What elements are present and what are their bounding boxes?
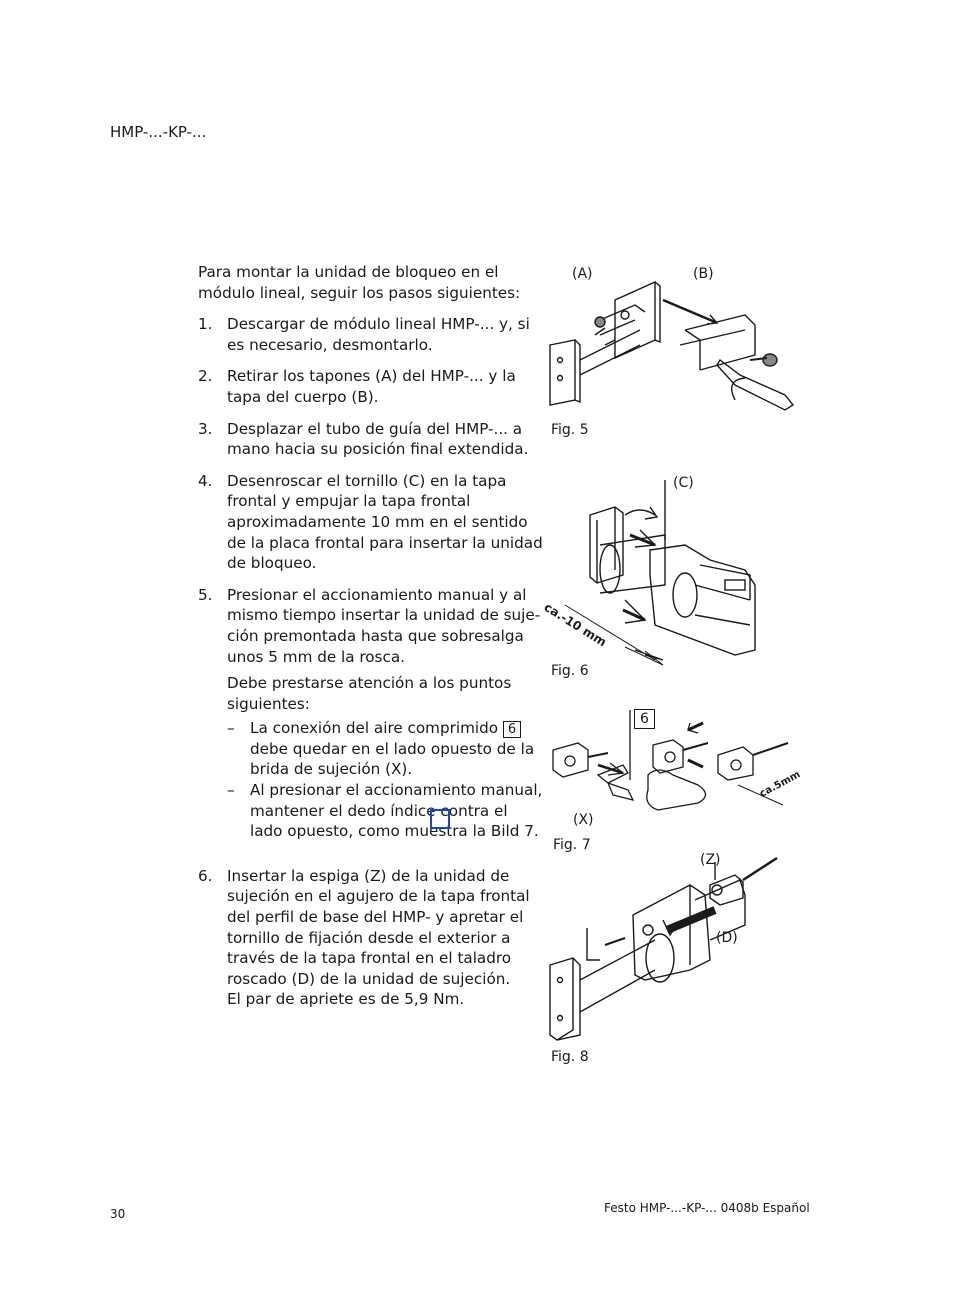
- note-text: Debe prestarse atención a los puntos siguientes:: [227, 674, 512, 713]
- note-list: [227, 718, 543, 842]
- page-header: HMP-...-KP-...: [110, 123, 207, 141]
- step-2: 2. Retirar los tapones (A) del HMP-... y la tapa del cuerpo (B).: [198, 367, 516, 406]
- fig7-label-port: 6: [634, 709, 655, 729]
- fig6-caption: Fig. 6: [551, 663, 589, 679]
- step-5: 5. Presionar el accionamiento manual y al mismo tiempo insertar la unidad de sujeción premontada hasta que sobresalga unos 5 mm de la rosca. Debe prestarse atención a los puntos siguientes: – La conexión del aire comprimido 6 debe quedar en el lado opuesto de la brida de sujeción (X). – Al presionar el accionamiento manual, mantener el dedo índice contra el lado opuesto, como muestra la Bild 7.: [198, 585, 543, 841]
- fig5-label-a: (A): [572, 266, 593, 282]
- step-4-text: Desenroscar el tornillo (C) en la tapa frontal y empujar la tapa frontal aproximadamente 10 mm en el sentido de la placa frontal para insertar la unidad de bloqueo.: [227, 471, 543, 573]
- fig7-label-distance: ca.5mm: [758, 769, 803, 800]
- fig5-label-b: (B): [693, 266, 714, 282]
- step-6-torque: El par de apriete es de 5,9 Nm.: [227, 990, 465, 1009]
- note-item-1: – La conexión del aire comprimido 6 debe quedar en el lado opuesto de la brida de sujeción (X).: [227, 719, 535, 779]
- figure-7-drawing: [548, 705, 793, 815]
- step-4: 4. Desenroscar el tornillo (C) en la tapa frontal y empujar la tapa frontal aproximadamente 10 mm en el sentido de la placa frontal para insertar la unidad de bloqueo.: [198, 471, 543, 573]
- step-5-text: Presionar el accionamiento manual y al mismo tiempo insertar la unidad de sujeción premontada hasta que sobresalga unos 5 mm de la rosca.: [227, 585, 541, 666]
- fig8-label-z: (Z): [700, 852, 721, 868]
- intro-text: Para montar la unidad de bloqueo en el módulo lineal, seguir los pasos siguientes:: [198, 263, 521, 302]
- step-6: 6. Insertar la espiga (Z) de la unidad de sujeción en el agujero de la tapa frontal del perfil de base del HMP- y apretar el tornillo de fijación desde el exterior a través de la tapa frontal en el taladro roscado (D) de la unidad de sujeción. El par de apriete es de 5,9 Nm.: [198, 866, 530, 1009]
- fig8-caption: Fig. 8: [551, 1049, 589, 1065]
- steps-list: [198, 314, 543, 1010]
- step-3-text: Desplazar el tubo de guía del HMP-... a mano hacia su posición final extendida.: [227, 419, 529, 459]
- figure-6-drawing: [545, 475, 775, 670]
- page-number: 30: [110, 1207, 126, 1221]
- step-1-text: Descargar de módulo lineal HMP-... y, si es necesario, desmontarlo.: [227, 315, 530, 354]
- instructions-column: [198, 262, 543, 1021]
- fig5-caption: Fig. 5: [551, 422, 589, 438]
- figure-5-drawing: [545, 260, 805, 420]
- note-item-2: – Al presionar el accionamiento manual, mantener el dedo índice contra el lado opuesto, como muestra la Bild 7.: [227, 781, 543, 841]
- link-highlight-box[interactable]: [430, 809, 450, 829]
- fig6-label-distance: ca.-10 mm: [541, 600, 609, 650]
- footer-doc-id: Festo HMP-...-KP-... 0408b Español: [604, 1201, 810, 1215]
- fig8-label-d: (D): [716, 930, 738, 946]
- fig7-caption: Fig. 7: [553, 837, 591, 853]
- fig7-label-x: (X): [573, 812, 594, 828]
- figure-8-drawing: [545, 850, 785, 1045]
- step-2-text: Retirar los tapones (A) del HMP-... y la tapa del cuerpo (B).: [227, 367, 516, 406]
- fig6-label-c: (C): [673, 475, 694, 491]
- step-1: 1. Descargar de módulo lineal HMP-... y, si es necesario, desmontarlo.: [198, 315, 530, 354]
- step-6-text: Insertar la espiga (Z) de la unidad de sujeción en el agujero de la tapa frontal del perfil de base del HMP- y apretar el tornillo de fijación desde el exterior a través de la tapa frontal en el taladro roscado (D) de la unidad de sujeción.: [227, 866, 530, 988]
- step-3: 3. Desplazar el tubo de guía del HMP-... a mano hacia su posición final extendida.: [198, 419, 529, 459]
- port-number-box: 6: [503, 721, 521, 738]
